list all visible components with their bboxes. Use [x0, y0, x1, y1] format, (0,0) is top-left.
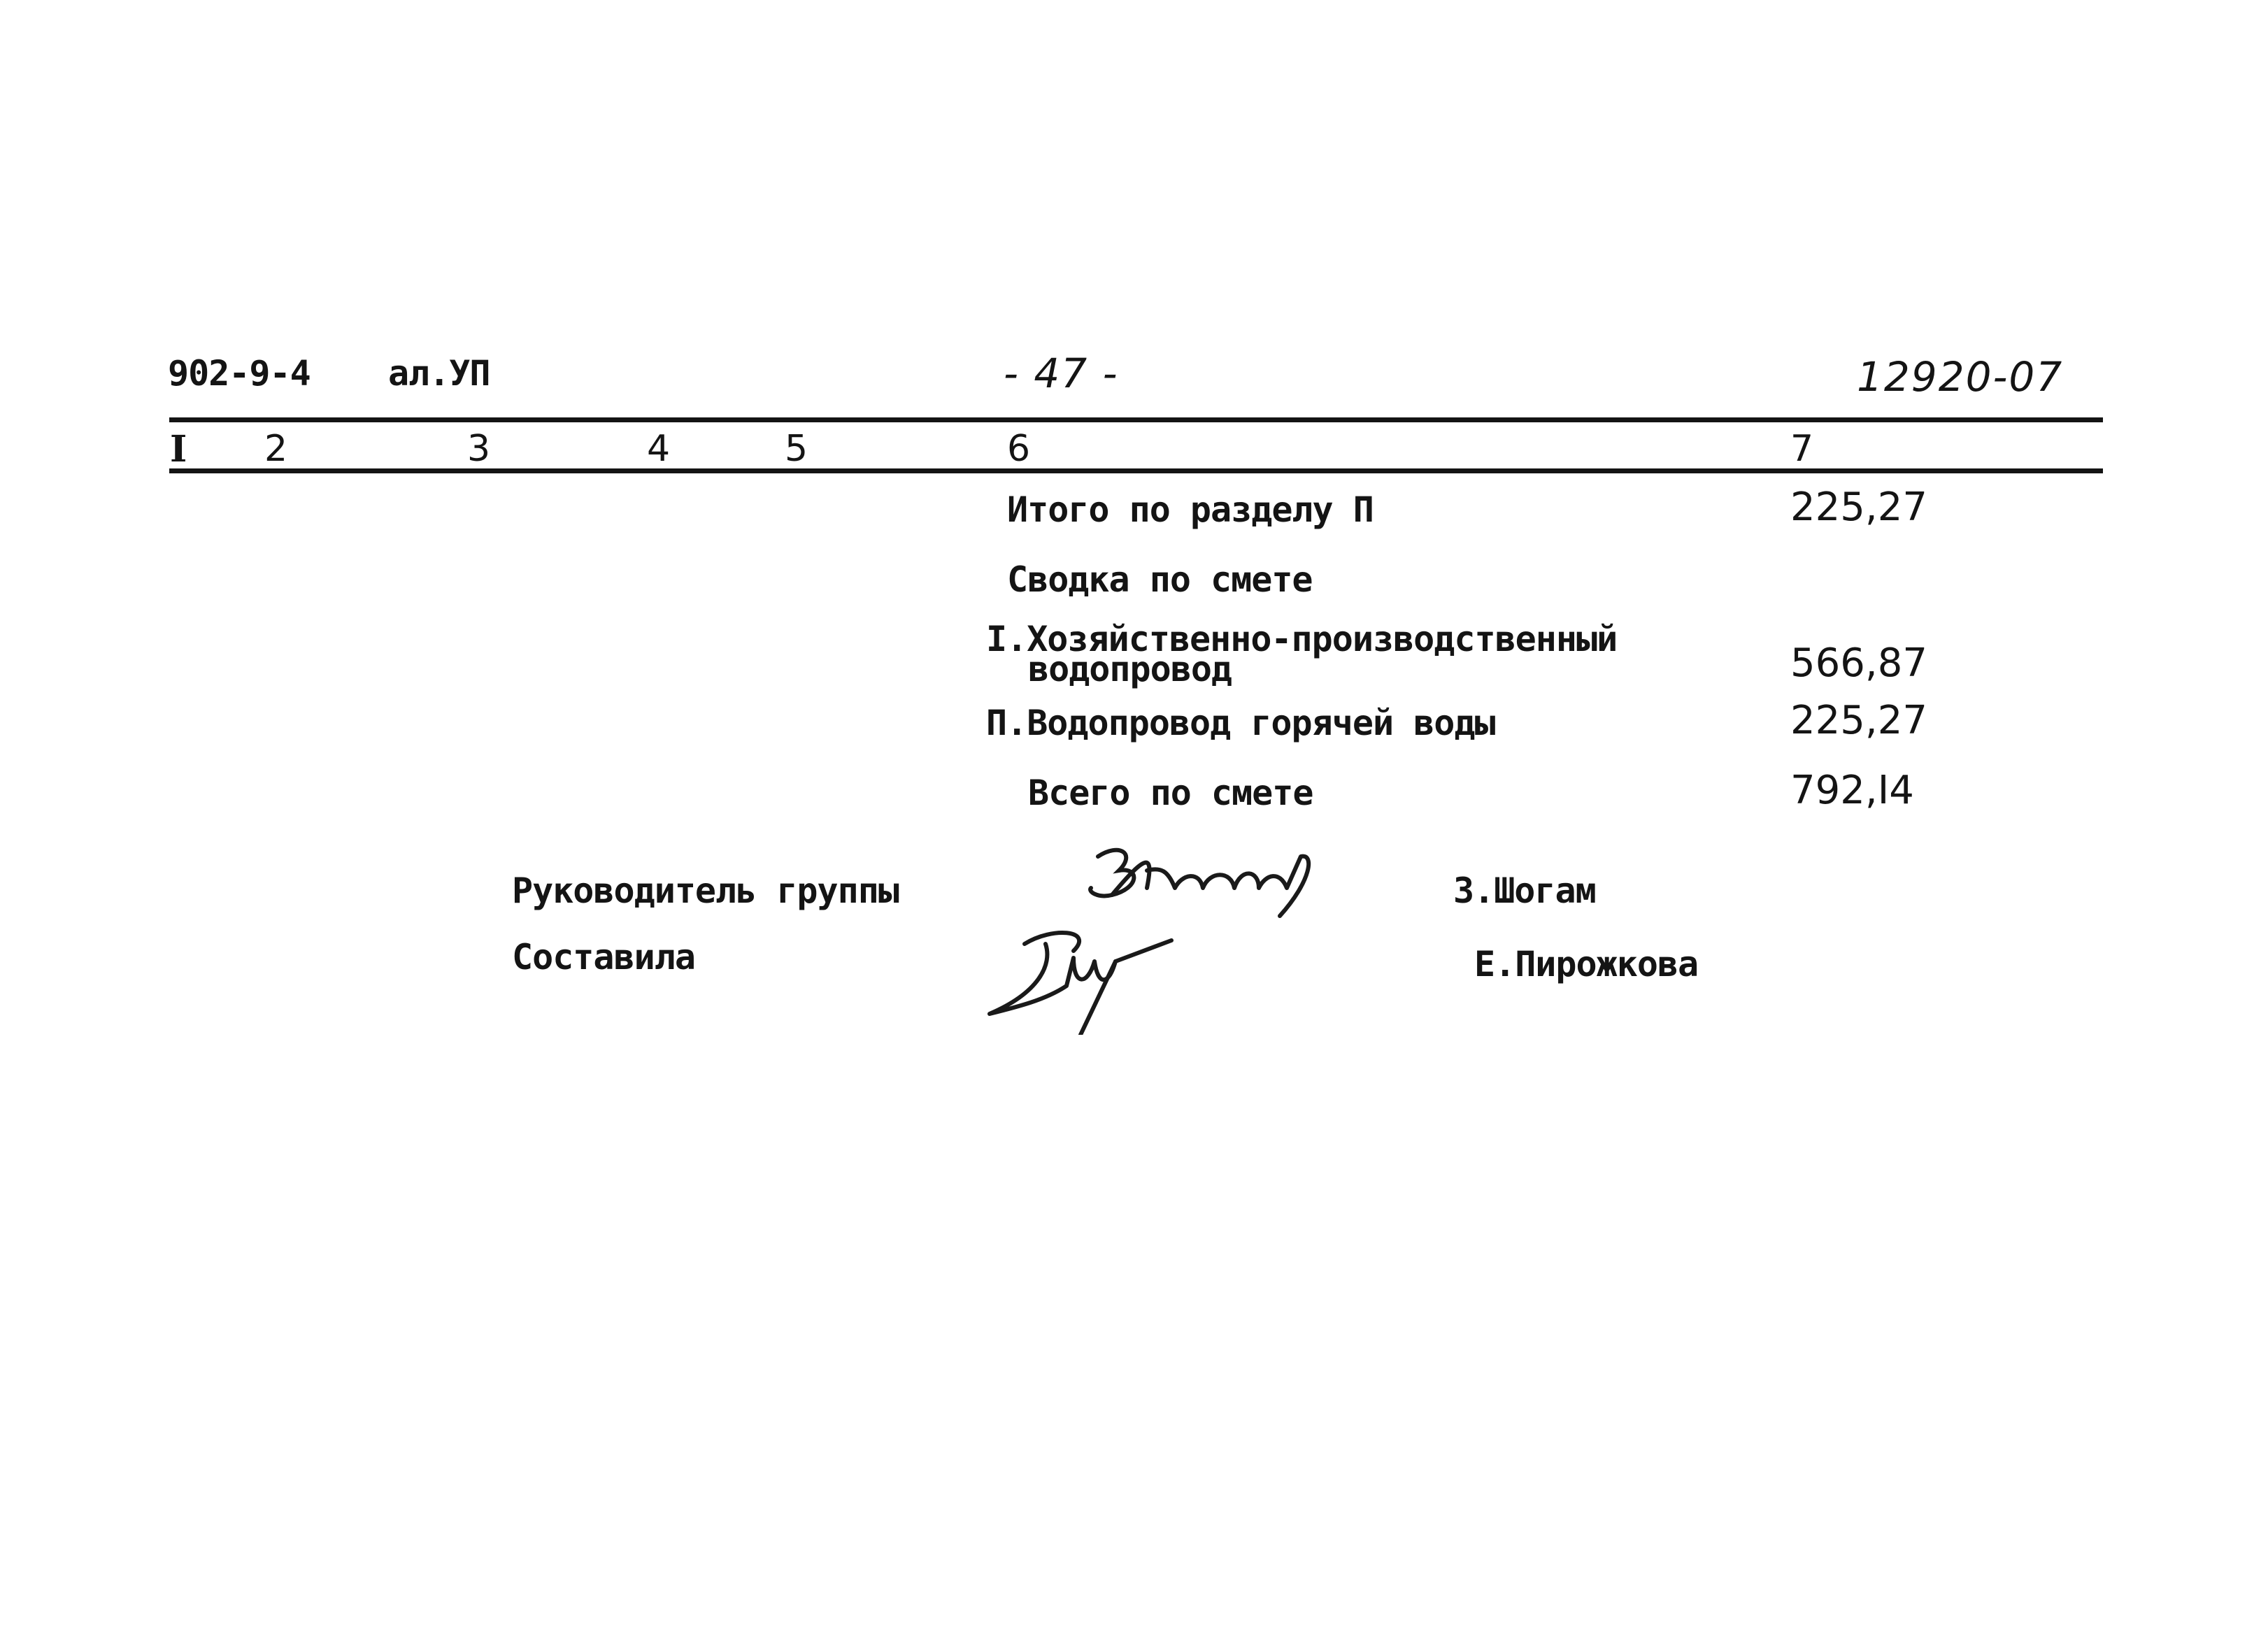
compiler-name: Е.Пирожкова [1474, 944, 1699, 984]
compiler-role: Составила [512, 937, 695, 977]
column-number-4: 4 [647, 428, 671, 470]
compiler-signature-icon [976, 923, 1185, 1035]
grand-total-value: 792,I4 [1790, 768, 1914, 813]
page-number: - 47 - [1004, 350, 1119, 397]
doc-code: 902-9-4 [168, 353, 311, 394]
item1-label-line1: I.Хозяйственно-производственный [986, 619, 1618, 659]
lead-signature-icon [1070, 839, 1329, 923]
column-number-3: 3 [467, 428, 491, 470]
summary-heading: Сводка по смете [1007, 559, 1313, 600]
column-number-7: 7 [1790, 428, 1814, 470]
item1-value: 566,87 [1790, 640, 1927, 686]
inventory-number: 12920-07 [1857, 353, 2064, 401]
column-number-1: I [170, 428, 187, 471]
column-number-2: 2 [264, 428, 288, 470]
lead-role: Руководитель группы [512, 870, 899, 911]
item2-label: П.Водопровод горячей воды [986, 703, 1495, 743]
column-number-6: 6 [1007, 428, 1031, 470]
section-total-value: 225,27 [1790, 485, 1927, 530]
item2-value: 225,27 [1790, 698, 1927, 743]
lead-name: З.Шогам [1453, 870, 1596, 911]
grand-total-label: Всего по смете [1028, 773, 1313, 813]
column-number-5: 5 [785, 428, 808, 470]
item1-label-line2: водопровод [1028, 649, 1232, 689]
section-total-label: Итого по разделу П [1007, 489, 1374, 530]
table-top-rule [169, 417, 2103, 422]
album-label: ал.УП [388, 353, 490, 394]
